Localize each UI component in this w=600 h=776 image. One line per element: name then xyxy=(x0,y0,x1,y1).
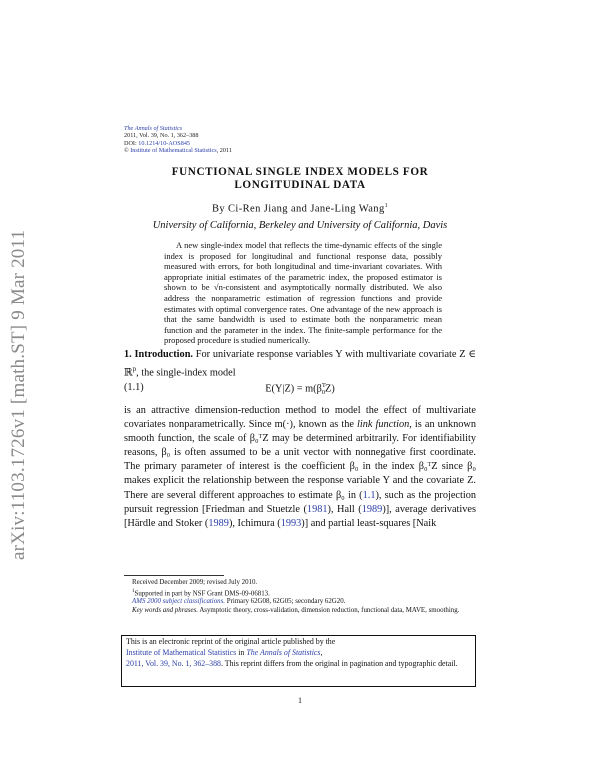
footnote-ams xyxy=(124,598,476,607)
cite-hardle-1989[interactable]: 1989 xyxy=(208,517,229,529)
keywords-text: Asymptotic theory, cross-validation, dimension reduction, functional data, MAVE, smoothing. xyxy=(197,607,460,615)
page-number: 1 xyxy=(298,696,302,705)
intro-text-a: For univariate response variables Y with multivariate covariate Z ∈ ℝ xyxy=(124,349,476,379)
footnote-support xyxy=(124,588,476,599)
p2-t5: )], average derivatives [Härdle and Stoker ( xyxy=(124,503,476,529)
equation-1-1 xyxy=(124,382,476,396)
p2-link-function: link function xyxy=(357,419,410,431)
cite-hall-1989[interactable]: 1989 xyxy=(361,503,383,515)
p2-t1: is an attractive dimension-reduction method to model the effect of multivariate covariates nonparametrically. Since m(·), known as the xyxy=(124,405,476,431)
journal-copyright xyxy=(124,147,232,154)
title-line-2: LONGITUDINAL DATA xyxy=(234,179,366,191)
journal-doi-line xyxy=(124,140,232,147)
support-mark: 1 xyxy=(132,588,135,594)
intro-paragraph xyxy=(124,348,476,381)
journal-name[interactable]: The Annals of Statistics xyxy=(124,125,183,132)
p2-t2: , is an unknown smooth function, the scale of β₀ᵀZ may be determined arbitrarily. For identifiability reasons, β₀ is often assumed to be a unit vector with nonnegative first coordinate. The primary parameter of interest is the coefficient β₀ in the index β₀ᵀZ since β₀ makes explicit the relationship between the response variable Y and the covariate Z. There are several different approaches to estimate β₀ in ( xyxy=(124,419,476,501)
intro-sup-p: p xyxy=(132,365,137,374)
footnote-keywords xyxy=(124,607,476,616)
formula-right: Z) xyxy=(325,383,335,395)
body-paragraph-2 xyxy=(124,404,476,531)
annals-link[interactable]: The Annals of Statistics xyxy=(246,647,321,657)
copyright-year: , 2011 xyxy=(216,147,232,155)
formula-sup: T xyxy=(321,382,326,389)
footnotes xyxy=(124,579,476,616)
p2-t7: )] and partial least-squares [Naik xyxy=(301,517,437,529)
keywords-label: Key words and phrases. xyxy=(132,607,198,615)
reprint-t4: . This reprint differs from the original in pagination and typographic detail. xyxy=(221,658,458,668)
equation-formula xyxy=(124,382,476,396)
authors-footnote-mark: 1 xyxy=(384,203,389,209)
formula-sub: 0 xyxy=(321,389,326,397)
reprint-t3: , xyxy=(320,647,323,657)
affiliation: University of California, Berkeley and University of California, Davis xyxy=(152,220,448,231)
intro-text-b: , the single-index model xyxy=(136,367,236,379)
reprint-t1: This is an electronic reprint of the original article published by the xyxy=(126,637,336,646)
footnote-received: Received December 2009; revised July 2010. xyxy=(132,579,258,586)
title-line-1: FUNCTIONAL SINGLE INDEX MODELS FOR xyxy=(171,166,429,178)
cite-friedman-1981[interactable]: 1981 xyxy=(306,503,328,515)
reprint-notice-box xyxy=(121,635,476,687)
copyright-holder-link[interactable]: Institute of Mathematical Statistics xyxy=(130,147,217,155)
cite-ichimura-1993[interactable]: 1993 xyxy=(280,517,302,529)
ims-link[interactable]: Institute of Mathematical Statistics xyxy=(126,647,237,657)
eq-ref-link[interactable]: 1.1 xyxy=(362,489,376,501)
journal-info xyxy=(124,125,232,155)
copyright-prefix: © xyxy=(124,147,131,155)
formula-left: E(Y|Z) = m(β xyxy=(265,383,322,395)
p2-t3: ), such as the projection pursuit regression [Friedman and Stuetzle ( xyxy=(124,489,477,515)
journal-volume: 2011, Vol. 39, No. 1, 362–388 xyxy=(124,132,199,140)
volume-link[interactable]: 2011, Vol. 39, No. 1, 362–388 xyxy=(126,658,221,668)
doi-prefix: DOI: xyxy=(124,139,137,147)
section-title: Introduction. xyxy=(134,349,193,360)
authors-names: By Ci-Ren Jiang and Jane-Ling Wang xyxy=(211,203,385,215)
p2-t6: ), Ichimura ( xyxy=(228,517,281,529)
abstract: A new single-index model that reflects the time-dynamic effects of the single index is proposed for longitudinal and functional response data, possibly measured with errors, for both longitudinal and time-invariant covariates. With appropriate initial estimates of the parametric index, the proposed estimator is shown to be √n-consistent and asymptotically normally distributed. We also address the nonparametric estimation of regression functions and provide estimates with optimal convergence rates. One advantage of the new approach is that the same bandwidth is used to estimate both the nonparametric mean function and the parameter in the index. The finite-sample performance for the proposed procedure is studied numerically. xyxy=(164,240,442,346)
ams-classification-link[interactable]: AMS 2000 subject classifications. xyxy=(132,598,226,606)
support-text: Supported in part by NSF Grant DMS-09-06813. xyxy=(134,589,270,597)
authors-line xyxy=(124,203,476,215)
doi-link[interactable]: 10.1214/10-AOS845 xyxy=(138,139,191,147)
equation-number: (1.1) xyxy=(124,382,144,393)
reprint-t2: in xyxy=(236,647,247,657)
paper-title xyxy=(124,166,476,192)
footnote-divider xyxy=(124,575,224,576)
arxiv-identifier-stamp: arXiv:1103.1726v1 [math.ST] 9 Mar 2011 xyxy=(8,229,29,560)
section-number: 1. xyxy=(124,349,132,360)
ams-codes: Primary 62G08, 62G05; secondary 62G20. xyxy=(225,598,346,606)
p2-t4: ), Hall ( xyxy=(327,503,362,515)
